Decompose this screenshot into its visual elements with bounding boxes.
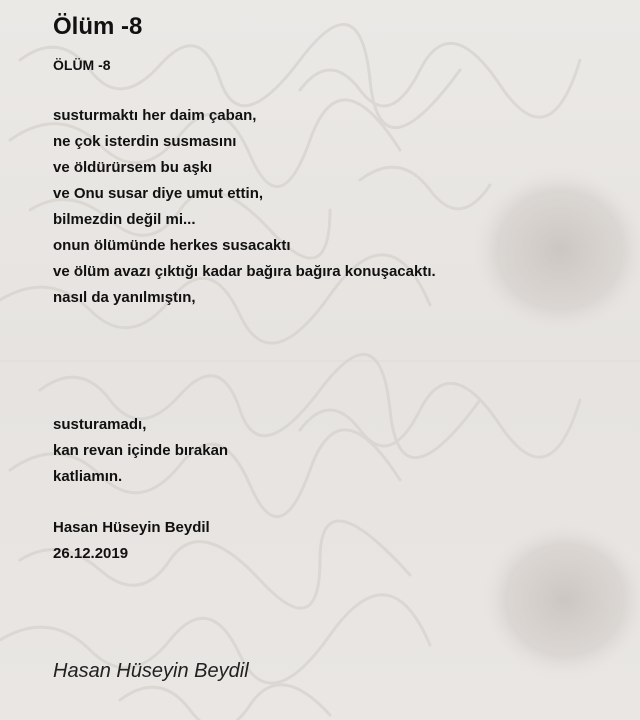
poem-line: ve ölüm avazı çıktığı kadar bağıra bağıra konuşacaktı.	[53, 263, 436, 280]
poem-date: 26.12.2019	[53, 545, 129, 562]
poem-line: ve öldürürsem bu aşkı	[53, 159, 213, 176]
poem-title: Ölüm -8	[53, 13, 143, 40]
poem-line: ne çok isterdin susmasını	[53, 133, 237, 150]
poem-line: ve Onu susar diye umut ettin,	[53, 185, 264, 202]
poem-line: kan revan içinde bırakan	[53, 442, 229, 459]
poem-line: onun ölümünde herkes susacaktı	[53, 237, 291, 254]
stanza-1	[53, 103, 436, 311]
author-name: Hasan Hüseyin Beydil	[53, 519, 210, 536]
poem-line: bilmezdin değil mi...	[53, 211, 196, 228]
poem-subtitle: ÖLÜM -8	[53, 57, 111, 73]
author-signature: Hasan Hüseyin Beydil	[53, 660, 249, 682]
poem-line: katliamın.	[53, 468, 123, 485]
poem-line: nasıl da yanılmıştın,	[53, 289, 196, 306]
poem-line: susturmaktı her daim çaban,	[53, 107, 257, 124]
poem-line: susturamadı,	[53, 416, 147, 433]
author-block	[53, 515, 210, 567]
stanza-2	[53, 412, 228, 490]
